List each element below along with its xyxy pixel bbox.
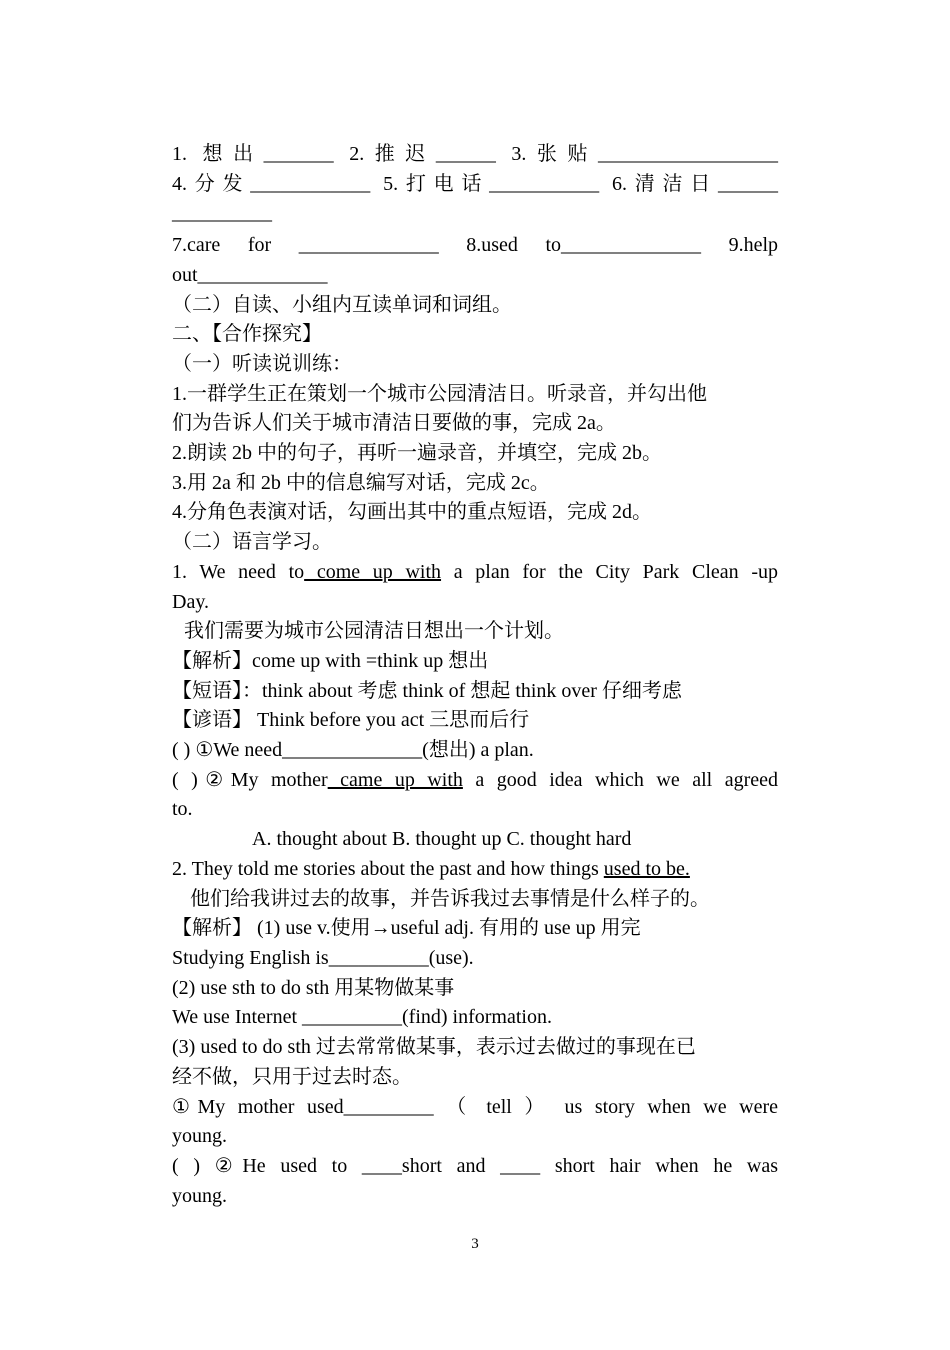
exercise-question-continued: young. — [172, 1184, 227, 1207]
exercise-line: Studying English is__________(use). — [172, 946, 474, 969]
analysis-note: (3) used to do sth 过去常常做某事，表示过去做过的事现在已 — [172, 1036, 696, 1059]
vocab-row-2 — [172, 170, 778, 200]
analysis-note: 【解析】come up with =think up 想出 — [172, 649, 489, 672]
vocab-item: 4.分发____________ — [172, 172, 371, 195]
self-read-instruction: （二）自读、小组内互读单词和词组。 — [172, 293, 512, 316]
sentence-text: 1. We need to — [172, 560, 305, 583]
key-phrase: come up with — [304, 560, 442, 583]
key-phrase: used to be. — [603, 857, 690, 880]
vocab-row-3 — [172, 231, 778, 261]
vocab-row-1 — [172, 140, 778, 170]
exercise-question-continued: young. — [172, 1125, 227, 1148]
key-phrase: came up with — [327, 768, 463, 791]
proverb-note: 【谚语】 Think before you act 三思而后行 — [172, 709, 530, 732]
analysis-note-continued: 经不做，只用于过去时态。 — [172, 1065, 412, 1088]
analysis-note: 【解析】 (1) use v.使用→useful adj. 有用的 use up 用完 — [172, 917, 641, 940]
translation: 我们需要为城市公园清洁日想出一个计划。 — [184, 620, 564, 643]
example-sentence-2 — [172, 855, 778, 885]
task-line: 们为告诉人们关于城市清洁日要做的事，完成 2a。 — [172, 412, 616, 435]
example-sentence-1-continued: Day. — [172, 590, 210, 613]
sentence-text: ( )②My mother — [172, 768, 328, 791]
vocab-item: 9.help — [728, 234, 778, 257]
example-sentence-1 — [172, 558, 778, 588]
vocab-item: 8.used to______________ — [466, 234, 702, 257]
exercise-question — [172, 766, 778, 796]
vocab-item: 6.清洁日______ — [611, 172, 779, 195]
vocab-item: 2.推迟______ — [349, 143, 496, 165]
phrases-note: 【短语】：think about 考虑 think of 想起 think over 仔细考虑 — [172, 679, 682, 702]
listening-heading: （一）听读说训练： — [172, 352, 352, 375]
vocab-row-3-continued: out_____________ — [172, 263, 328, 286]
task-line: 4.分角色表演对话，勾画出其中的重点短语，完成 2d。 — [172, 501, 652, 524]
exercise-question: ( ) ②He used to ____short and ____ short hair when he was — [172, 1154, 778, 1177]
worksheet-page — [172, 140, 778, 1211]
exercise-question: ( ) ①We need______________(想出) a plan. — [172, 739, 534, 762]
task-line: 3.用 2a 和 2b 中的信息编写对话，完成 2c。 — [172, 471, 550, 494]
vocab-item: 5.打电话___________ — [383, 172, 600, 195]
sentence-text: 2. They told me stories about the past and how things — [172, 857, 604, 880]
task-line: 1.一群学生正在策划一个城市公园清洁日。听录音，并勾出他 — [172, 382, 707, 405]
part-two-heading: 二、【合作探究】 — [172, 323, 322, 346]
exercise-question-continued: to. — [172, 798, 193, 821]
exercise-line: We use Internet __________(find) information. — [172, 1006, 552, 1029]
translation: 他们给我讲过去的故事，并告诉我过去事情是什么样子的。 — [190, 887, 710, 910]
vocab-item: 1. 想出_______ — [172, 143, 334, 165]
analysis-note: (2) use sth to do sth 用某物做某事 — [172, 976, 455, 999]
sentence-text: a good idea which we all agreed — [462, 768, 779, 791]
vocab-item: 7.care for ______________ — [172, 234, 439, 257]
answer-options: A. thought about B. thought up C. thought hard — [252, 828, 632, 851]
task-line: 2.朗读 2b 中的句子，再听一遍录音，并填空，完成 2b。 — [172, 442, 662, 465]
page-number: 3 — [471, 1236, 479, 1252]
vocab-row-2-continued: __________ — [172, 202, 272, 225]
vocab-item: 3.张贴__________________ — [511, 143, 779, 165]
exercise-question: ①My mother used_________ （ tell ） us story when we were — [172, 1095, 778, 1118]
sentence-text: a plan for the City Park Clean -up — [441, 560, 778, 583]
language-study-heading: （二）语言学习。 — [172, 531, 332, 554]
